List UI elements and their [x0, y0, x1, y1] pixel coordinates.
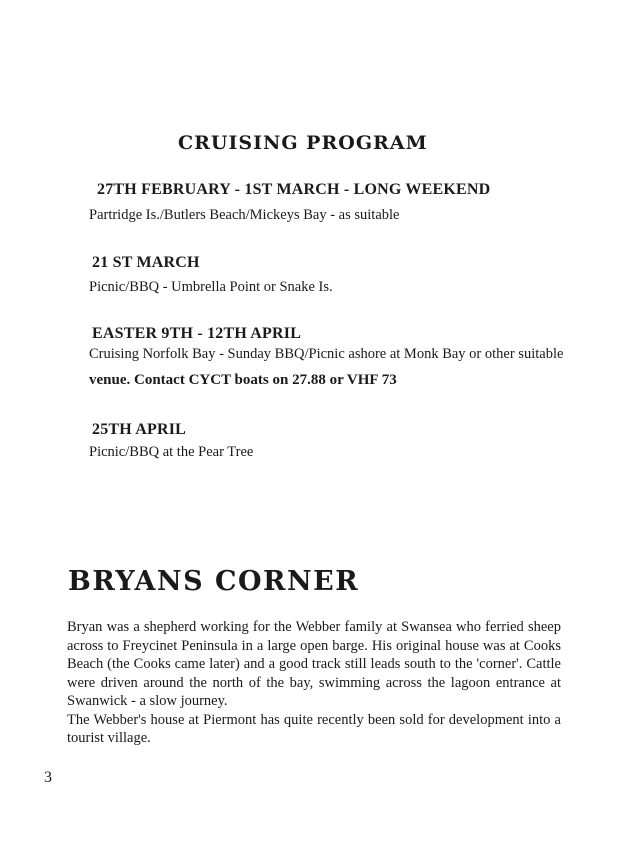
bryans-corner-paragraph-2: The Webber's house at Piermont has quite recently been sold for development into a tourist village. — [67, 711, 561, 746]
event-2-detail: Picnic/BBQ - Umbrella Point or Snake Is. — [89, 279, 333, 295]
event-3-contact: venue. Contact CYCT boats on 27.88 or VHF 73 — [89, 372, 397, 388]
bryans-corner-paragraph-1: Bryan was a shepherd working for the Webber family at Swansea who ferried sheep across to Freycinet Peninsula in a large open barge. His original house was at Cooks Beach (the Cooks came later) and a good track still leads south to the 'corner'. Cattle were driven around the north of the bay, swimming across the lagoon entrance at Swanwick - a slow journey. — [67, 619, 561, 709]
cruising-program-title: CRUISING PROGRAM — [178, 132, 428, 154]
event-2-heading: 21 ST MARCH — [92, 254, 200, 271]
event-1-heading: 27TH FEBRUARY - 1ST MARCH - LONG WEEKEND — [97, 181, 491, 198]
event-4-detail: Picnic/BBQ at the Pear Tree — [89, 444, 254, 460]
page-number: 3 — [44, 769, 52, 786]
event-1-detail: Partridge Is./Butlers Beach/Mickeys Bay - as suitable — [89, 207, 400, 223]
bryans-corner-title: BRYANS CORNER — [68, 566, 360, 597]
event-4-heading: 25TH APRIL — [92, 421, 187, 438]
bryans-corner-body — [67, 618, 561, 748]
event-3-detail: Cruising Norfolk Bay - Sunday BBQ/Picnic ashore at Monk Bay or other suitable — [89, 346, 564, 362]
event-3-heading: EASTER 9TH - 12TH APRIL — [92, 325, 302, 342]
